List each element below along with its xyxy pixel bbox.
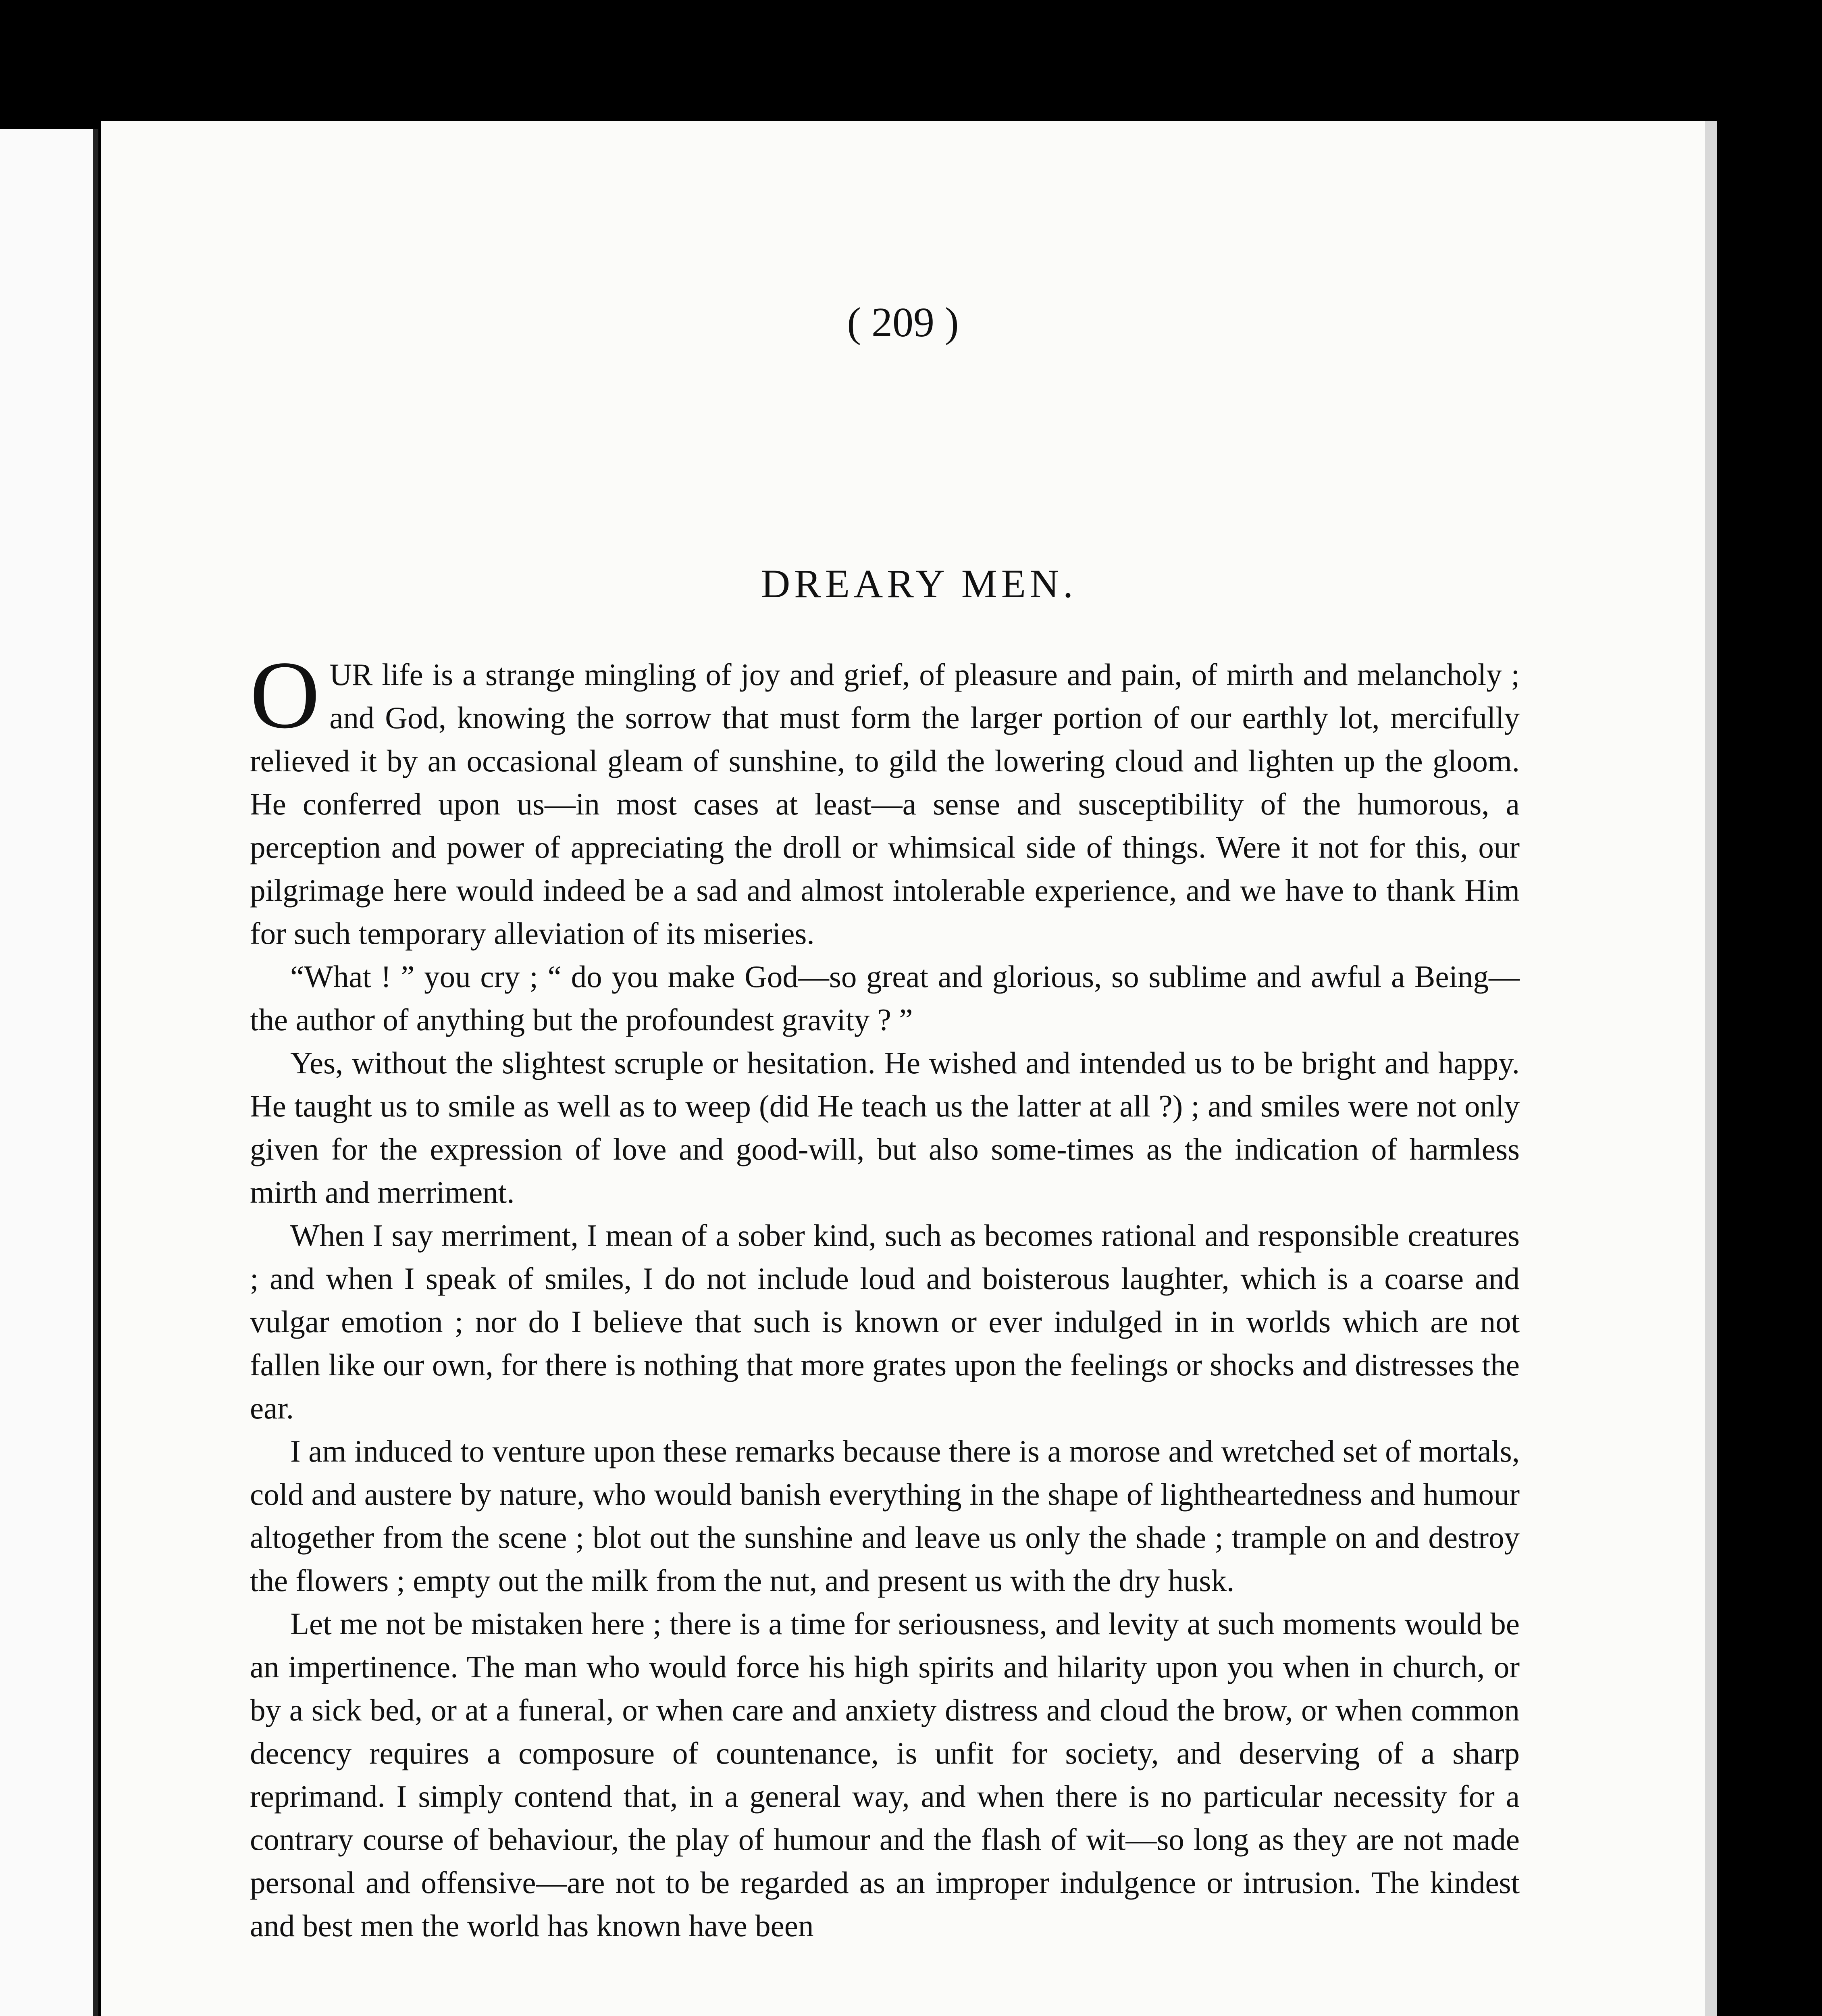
paragraph: “What ! ” you cry ; “ do you make God—so great and glorious, so sublime and awful a Being—the author of anything but the profoundest gravity ? ” (250, 959, 1520, 1037)
drop-cap: O (250, 641, 320, 748)
article-body (250, 641, 1520, 1947)
paragraph (250, 641, 1520, 955)
book-page (101, 121, 1717, 2016)
paragraph-text: UR life is a strange mingling of joy and grief, of pleasure and pain, of mirth and melancholy ; and God, knowing the sorrow that must form the larger portion of our earthly lot, mercifully relieved it by an occasional gleam of sunshine, to gild the lowering cloud and lighten up the gloom. He conferred upon us—in most cases at least—a sense and susceptibility of the humorous, a perception and power of appreciating the droll or whimsical side of things. Were it not for this, our pilgrimage here would indeed be a sad and almost intolerable experience, and we have to thank Him for such temporary alleviation of its miseries. (250, 657, 1520, 951)
previous-page-edge (0, 129, 98, 2016)
paragraph: Let me not be mistaken here ; there is a time for seriousness, and levity at such moments would be an impertinence. The man who would force his high spirits and hilarity upon you when in church, or by a sick bed, or at a funeral, or when care and anxiety distress and cloud the brow, or when common decency requires a composure of countenance, is unfit for society, and deserving of a sharp reprimand. I simply contend that, in a general way, and when there is no particular necessity for a contrary course of behaviour, the play of humour and the flash of wit—so long as they are not made personal and offensive—are not to be regarded as an improper indulgence or intrusion. The kindest and best men the world has known have been (250, 1606, 1520, 1943)
paragraph: When I say merriment, I mean of a sober kind, such as becomes rational and responsible creatures ; and when I speak of smiles, I do not include loud and boisterous laughter, which is a coarse and vulgar emotion ; nor do I believe that such is known or ever indulged in in worlds which are not fallen like our own, for there is nothing that more grates upon the feelings or shocks and distresses the ear. (250, 1218, 1520, 1425)
page-number: ( 209 ) (847, 299, 959, 346)
article-title: DREARY MEN. (761, 561, 1077, 606)
paragraph: I am induced to venture upon these remarks because there is a morose and wretched set of mortals, cold and austere by nature, who would banish everything in the shape of lightheartedness and humour altogether from the scene ; blot out the sunshine and leave us only the shade ; trample on and destroy the flowers ; empty out the milk from the nut, and present us with the dry husk. (250, 1434, 1520, 1598)
paragraph: Yes, without the slightest scruple or hesitation. He wished and intended us to be bright and happy. He taught us to smile as well as to weep (did He teach us the latter at all ?) ; and smiles were not only given for the expression of love and good-will, but also some-times as the indication of harmless mirth and merriment. (250, 1045, 1520, 1210)
